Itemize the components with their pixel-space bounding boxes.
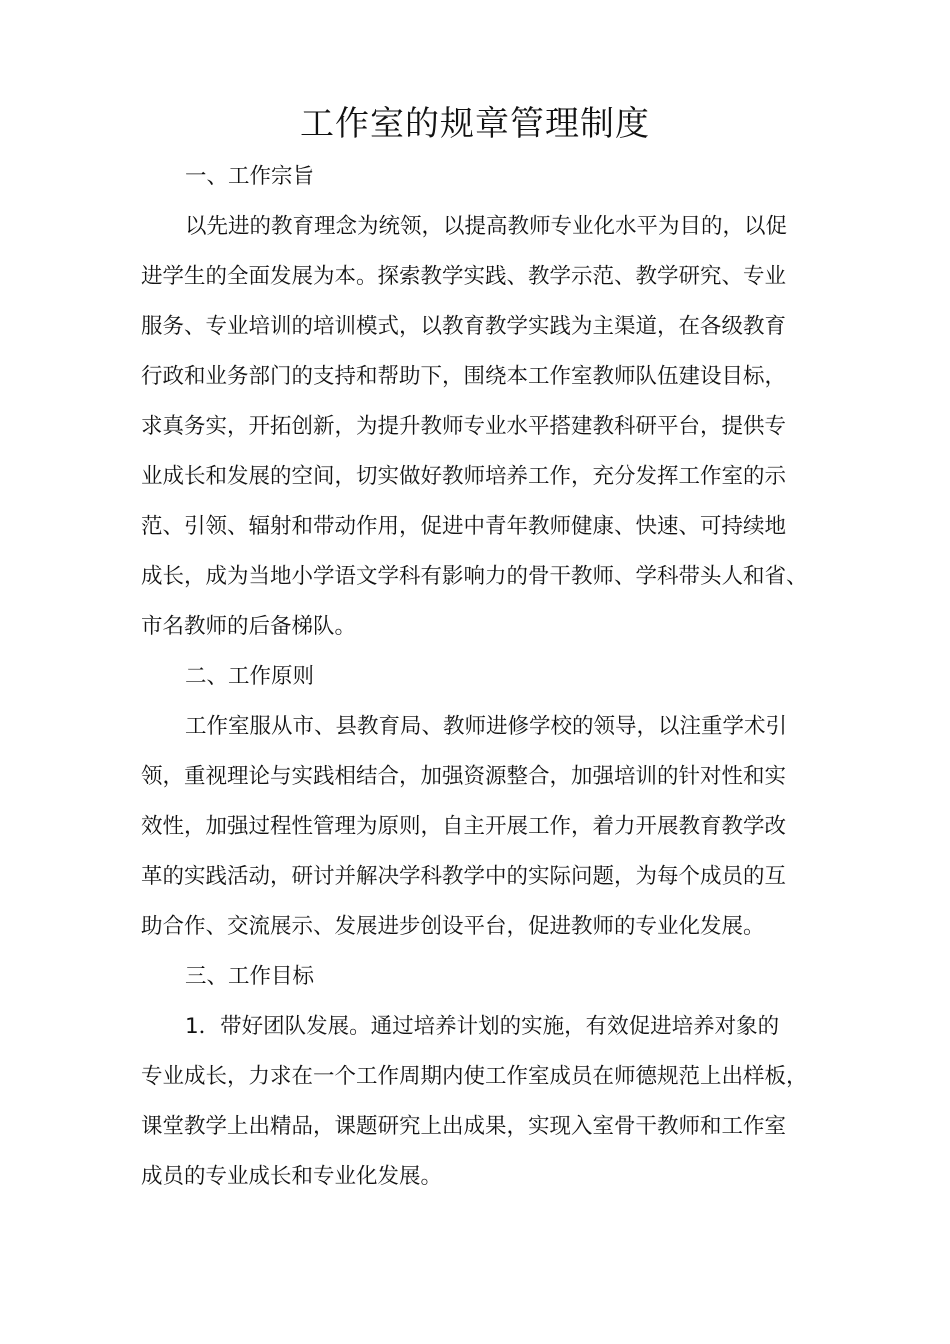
paragraph-line: 效性，加强过程性管理为原则，自主开展工作，着力开展教育教学改 xyxy=(141,814,787,839)
paragraph-line: 革的实践活动，研讨并解决学科教学中的实际问题，为每个成员的互 xyxy=(141,864,787,889)
section-heading-goals: 三、工作目标 xyxy=(185,964,315,989)
document-title: 工作室的规章管理制度 xyxy=(300,104,650,144)
paragraph-line: 专业成长，力求在一个工作周期内使工作室成员在师德规范上出样板， xyxy=(141,1064,808,1089)
section-heading-principles: 二、工作原则 xyxy=(185,664,315,689)
paragraph-line: 以先进的教育理念为统领，以提高教师专业化水平为目的，以促 xyxy=(185,214,788,239)
paragraph-line: 助合作、交流展示、发展进步创设平台，促进教师的专业化发展。 xyxy=(141,914,765,939)
paragraph-line: 范、引领、辐射和带动作用，促进中青年教师健康、快速、可持续地 xyxy=(141,514,787,539)
paragraph-line: 领，重视理论与实践相结合，加强资源整合，加强培训的针对性和实 xyxy=(141,764,787,789)
paragraph-line: 业成长和发展的空间，切实做好教师培养工作，充分发挥工作室的示 xyxy=(141,464,787,489)
paragraph-line: 成长，成为当地小学语文学科有影响力的骨干教师、学科带头人和省、 xyxy=(141,564,808,589)
paragraph-line: 进学生的全面发展为本。探索教学实践、教学示范、教学研究、专业 xyxy=(141,264,787,289)
paragraph-line: 行政和业务部门的支持和帮助下，围绕本工作室教师队伍建设目标， xyxy=(141,364,787,389)
paragraph-line: 市名教师的后备梯队。 xyxy=(141,614,357,639)
paragraph-line: 工作室服从市、县教育局、教师进修学校的领导，以注重学术引 xyxy=(185,714,788,739)
paragraph-line: 成员的专业成长和专业化发展。 xyxy=(141,1164,443,1189)
paragraph-line: 服务、专业培训的培训模式，以教育教学实践为主渠道，在各级教育 xyxy=(141,314,787,339)
paragraph-line: 课堂教学上出精品，课题研究上出成果，实现入室骨干教师和工作室 xyxy=(141,1114,787,1139)
paragraph-line: 1．带好团队发展。通过培养计划的实施，有效促进培养对象的 xyxy=(185,1014,780,1039)
paragraph-line: 求真务实，开拓创新，为提升教师专业水平搭建教科研平台，提供专 xyxy=(141,414,787,439)
section-heading-purpose: 一、工作宗旨 xyxy=(185,164,315,189)
